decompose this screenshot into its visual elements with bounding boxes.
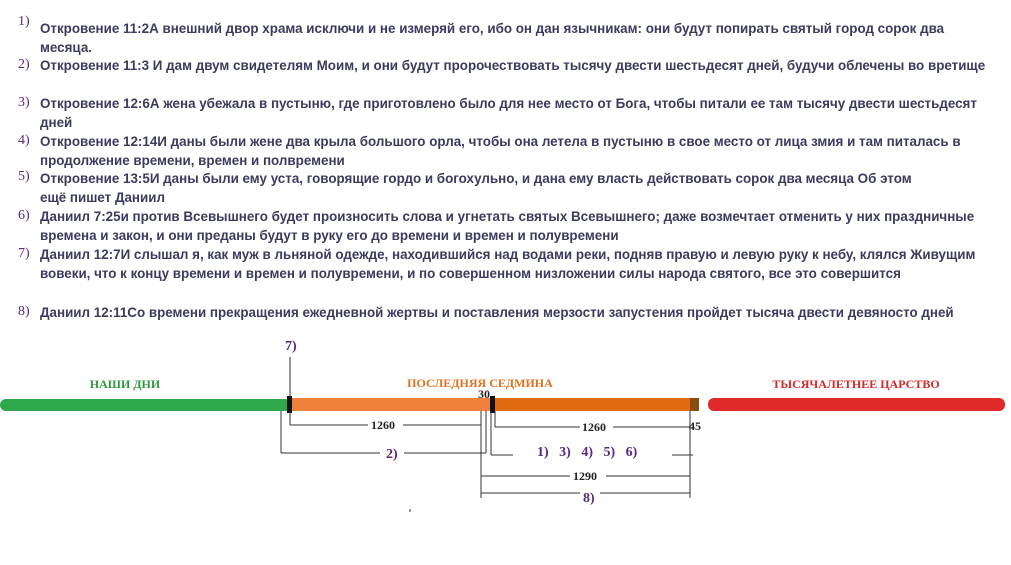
label-1260-second: 1260 bbox=[582, 420, 606, 434]
bar-end-marker bbox=[690, 398, 699, 411]
verse-text: Даниил 12:11Со времени прекращения ежедневной жертвы и поставления мерзости запустения пройдет тысяча двести девяносто дней bbox=[40, 305, 954, 320]
bar-tsarstvo bbox=[708, 398, 1005, 411]
bar-nashi-dni bbox=[0, 399, 291, 411]
label-1260-first: 1260 bbox=[371, 418, 395, 432]
verse-number: 5) bbox=[18, 169, 30, 184]
verse-number: 1) bbox=[18, 14, 30, 29]
verse-text: Даниил 7:25и против Всевышнего будет произносить слова и угнетать святых Всевышнего; даже возмечтает отменить у них праздничные времена и закон, и они преданы будут в руку его до времени и времен и полувремени bbox=[40, 209, 975, 243]
bar-sedmina-first-half bbox=[291, 398, 491, 411]
verse-number: 2) bbox=[18, 57, 30, 72]
verse-number: 3) bbox=[18, 95, 30, 110]
tick-mark-left bbox=[287, 396, 292, 413]
verse-number: 4) bbox=[18, 133, 30, 148]
verse-text: Откровение 11:3 И дам двум свидетелям Моим, и они будут пророчествовать тысячу двести шестьдесят дней, будучи облечены во вретище bbox=[40, 58, 986, 73]
bar-sedmina-second-half bbox=[491, 398, 699, 411]
tick-mark-middle bbox=[490, 396, 495, 413]
verse-number: 7) bbox=[18, 246, 30, 261]
verse-text: Откровение 13:5И даны были ему уста, говорящие гордо и богохульно, и дана ему власть действовать сорок два месяца Об этом ещё пишет Даниил bbox=[40, 171, 912, 205]
ref-2: 2) bbox=[386, 447, 398, 462]
verse-text: Даниил 12:7И слышал я, как муж в льняной одежде, находившийся над водами реки, подняв правую и левую руку к небу, клялся Живущим вовеки, что к концу времени и времен и полувремени, и по совершенном низложении силы народа святого, все это совершится bbox=[40, 247, 976, 281]
label-tysyachaletnee-tsarstvo: ТЫСЯЧАЛЕТНЕЕ ЦАРСТВО bbox=[772, 377, 940, 391]
refs-1-3-4-5-6: 1) 3) 4) 5) 6) bbox=[537, 445, 638, 460]
label-nashi-dni: НАШИ ДНИ bbox=[89, 377, 161, 391]
marker-30: 30 bbox=[478, 387, 490, 401]
label-poslednyaya-sedmina: ПОСЛЕДНЯЯ СЕДМИНА bbox=[407, 376, 553, 390]
verse-text: Откровение 11:2А внешний двор храма исключи и не измеряй его, ибо он дан язычникам: они будут попирать святый город сорок два месяца. bbox=[40, 21, 945, 55]
verse-text: Откровение 12:14И даны были жене два крыла большого орла, чтобы она летела в пустыню в свое место от лица змия и там питалась в продолжение времени, времен и полвремени bbox=[40, 134, 961, 168]
verse-number: 8) bbox=[18, 304, 30, 319]
label-1290: 1290 bbox=[573, 469, 597, 483]
label-45: 45 bbox=[689, 419, 701, 433]
verse-number: 6) bbox=[18, 208, 30, 223]
verse-text: Откровение 12:6А жена убежала в пустыню, где приготовлено было для нее место от Бога, чтобы питали ее там тысячу двести шестьдесят дней bbox=[40, 96, 977, 130]
ref-7: 7) bbox=[285, 339, 297, 354]
ref-8: 8) bbox=[583, 491, 595, 506]
